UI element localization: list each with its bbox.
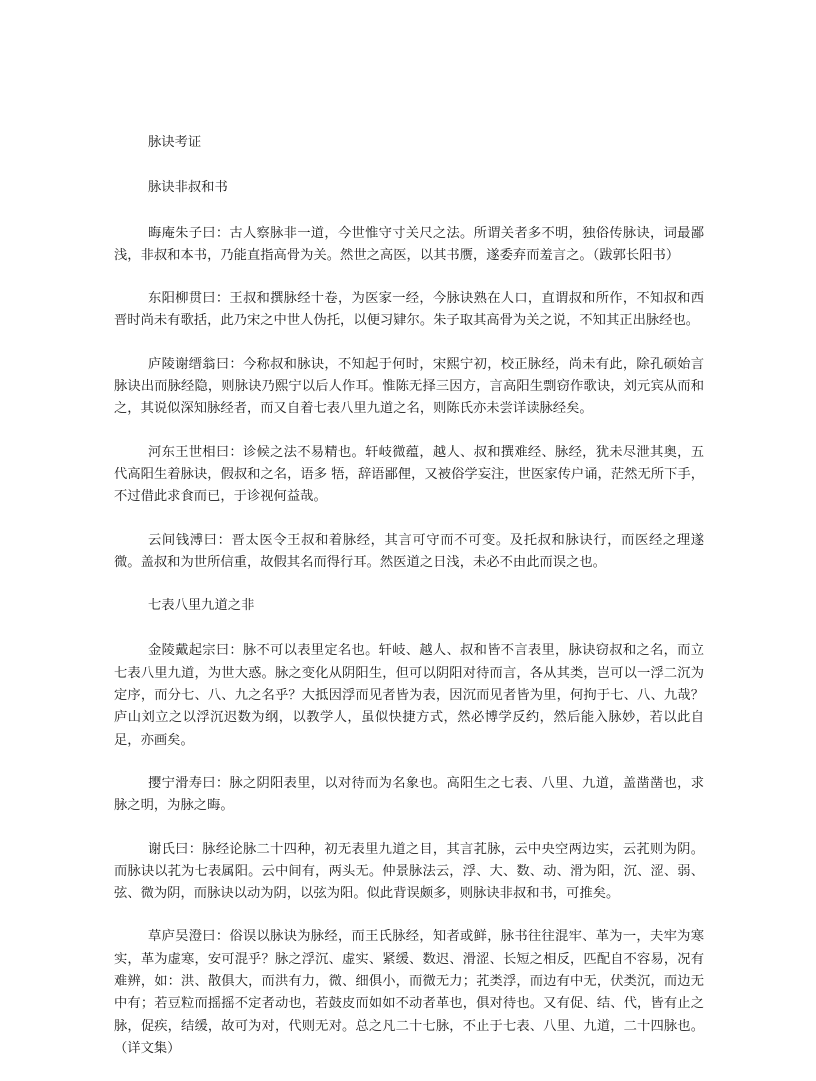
document-title: 脉诀考证 [148,135,202,150]
paragraph: 东阳柳贯曰：王叔和撰脉经十卷，为医家一经，今脉诀熟在人口，直谓叔和所作，不知叔和西晋时尚未有歌括，此乃宋之中世人伪托，以便习肄尔。朱子取其高骨为关之说，不知其正出脉经也。 [114,291,704,329]
paragraph: 草庐吴澄曰：俗误以脉诀为脉经，而王氏脉经，知者或鲜，脉书往往混牢、革为一，夫牢为寒实，革为虚寒，安可混乎？脉之浮沉、虚实、紧缓、数迟、滑涩、长短之相反，匹配自不容易，况有难辨，如：洪、散俱大，而洪有力，微、细俱小，而微无力；芤类浮，而边有中无，伏类沉，而边无中有；若豆粒而摇摇不定者动也，若鼓皮而如如不动者革也，俱对待也。又有促、结、代，皆有止之脉，促疾，结缓，故可为对，代则无对。总之凡二十七脉，不止于七表、八里、九道，二十四脉也。（详文集） [114,929,704,1056]
document-page [114,132,704,1081]
paragraph: 庐陵谢缙翁曰：今称叔和脉诀，不知起于何时，宋熙宁初，校正脉经，尚未有此，除孔硕始言脉诀出而脉经隐，则脉诀乃熙宁以后人作耳。惟陈无择三因方，言高阳生剽窃作歌诀，刘元宾从而和之，其说似深知脉经者，而又自着七表八里九道之名，则陈氏亦未尝详读脉经矣。 [114,356,704,417]
paragraph: 河东王世相曰：诊候之法不易精也。轩岐微蕴，越人、叔和撰难经、脉经，犹未尽泄其奥，五代高阳生着脉诀，假叔和之名，语多 牾，辞语鄙俚，又被俗学妄注，世医家传户诵，茫然无所下手，不过借此求食而已，于诊视何益哉。 [114,444,704,505]
section-heading-1: 脉诀非叔和书 [148,180,228,196]
paragraph: 金陵戴起宗曰：脉不可以表里定名也。轩岐、越人、叔和皆不言表里，脉诀窃叔和之名，而立七表八里九道，为世大惑。脉之变化从阴阳生，但可以阴阳对待而言，各从其类，岂可以一浮二沉为定序，而分七、八、九之名乎？大抵因浮而见者皆为表，因沉而见者皆为里，何拘于七、八、九哉？庐山刘立之以浮沉迟数为纲，以教学人，虽似快捷方式，然必博学反约，然后能入脉妙，若以此自足，亦画矣。 [114,643,704,748]
paragraph: 谢氏曰：脉经论脉二十四种，初无表里九道之目，其言芤脉，云中央空两边实，云芤则为阴。而脉诀以芤为七表属阳。云中间有，两头无。仲景脉法云，浮、大、数、动、滑为阳，沉、涩、弱、弦、微为阴，而脉诀以动为阴，以弦为阳。似此背误颇多，则脉诀非叔和书，可推矣。 [114,841,704,902]
paragraph: 撄宁滑寿曰：脉之阴阳表里，以对待而为名象也。高阳生之七表、八里、九道，盖凿凿也，求脉之明，为脉之晦。 [114,775,704,814]
paragraph: 晦庵朱子曰：古人察脉非一道，今世惟守寸关尺之法。所谓关者多不明，独俗传脉诀，词最鄙浅，非叔和本书，乃能直指高骨为关。然世之高医，以其书赝，遂委弃而羞言之。（跋郭长阳书） [114,225,704,263]
section-heading-2: 七表八里九道之非 [148,598,255,614]
paragraph: 云间钱溥曰：晋太医令王叔和着脉经，其言可守而不可变。及托叔和脉诀行，而医经之理遂微。盖叔和为世所信重，故假其名而得行耳。然医道之日浅，未必不由此而误之也。 [114,532,704,570]
